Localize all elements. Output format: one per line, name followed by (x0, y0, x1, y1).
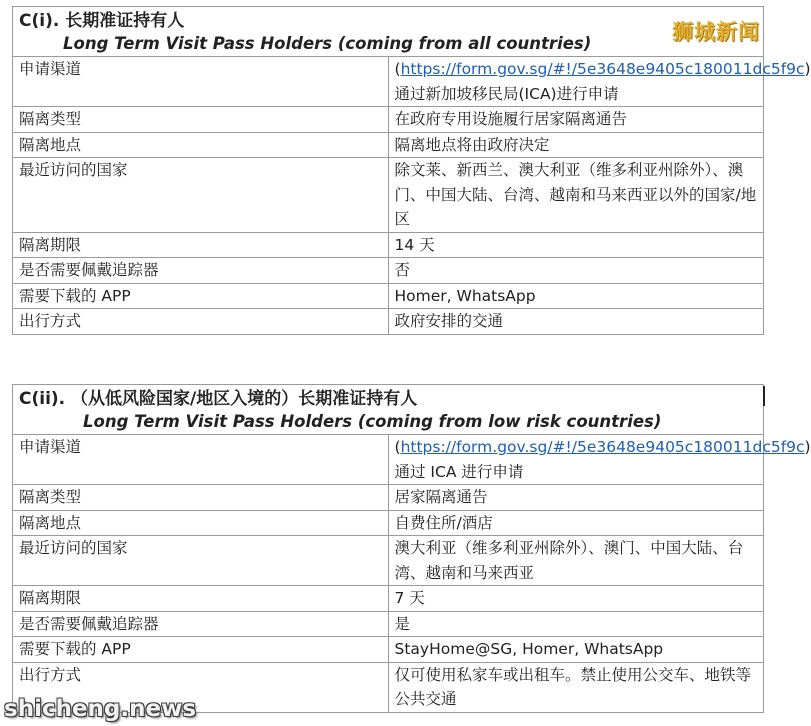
section-title: C(i). 长期准证持有人 (19, 11, 185, 31)
watermark-site-text: shicheng.news (4, 696, 197, 722)
row-value-text: 通过新加坡移民局(ICA)进行申请 (394, 84, 619, 103)
row-value: 自费住所/酒店 (388, 510, 764, 536)
section-long-term-all-countries (12, 6, 811, 335)
row-label: 出行方式 (13, 309, 389, 335)
table-row (13, 611, 764, 637)
row-value: 14 天 (388, 232, 764, 258)
table-row (13, 132, 764, 158)
row-value-text: 通过 ICA 进行申请 (394, 462, 524, 481)
row-value: 澳大利亚（维多利亚州除外）、澳门、中国大陆、台湾、越南和马来西亚 (388, 536, 764, 586)
row-label: 是否需要佩戴追踪器 (13, 258, 389, 284)
row-label: 隔离期限 (13, 232, 389, 258)
section-subtitle: Long Term Visit Pass Holders (coming from all countries) (63, 34, 592, 53)
row-label: 申请渠道 (13, 57, 389, 107)
table-row (13, 232, 764, 258)
table-row (13, 283, 764, 309)
table-header (13, 385, 764, 435)
application-link[interactable]: https://form.gov.sg/#!/5e3648e9405c180011dc5f9c (400, 60, 805, 78)
row-label: 隔离类型 (13, 485, 389, 511)
table-row (13, 158, 764, 233)
table-row (13, 57, 764, 107)
row-label: 隔离类型 (13, 107, 389, 133)
row-label: 需要下载的 APP (13, 283, 389, 309)
row-label: 需要下载的 APP (13, 637, 389, 663)
section-subtitle: Long Term Visit Pass Holders (coming from low risk countries) (83, 412, 662, 431)
watermark-logo-text: 狮城新闻 (672, 20, 760, 44)
row-value: 政府安排的交通 (388, 309, 764, 335)
table-row (13, 107, 764, 133)
table-row (13, 510, 764, 536)
row-value: 7 天 (388, 586, 764, 612)
table-row (13, 485, 764, 511)
row-value: 否 (388, 258, 764, 284)
table-row (13, 586, 764, 612)
row-label: 出行方式 (13, 662, 389, 712)
row-label: 是否需要佩戴追踪器 (13, 611, 389, 637)
table-header (13, 7, 764, 57)
row-value: StayHome@SG, Homer, WhatsApp (388, 637, 764, 663)
row-value: 仅可使用私家车或出租车。禁止使用公交车、地铁等公共交通 (388, 662, 764, 712)
row-value: 除文莱、新西兰、澳大利亚（维多利亚州除外）、澳门、中国大陆、台湾、越南和马来西亚以外的国家/地区 (388, 158, 764, 233)
info-table (12, 384, 811, 713)
row-label: 隔离地点 (13, 510, 389, 536)
table-row (13, 258, 764, 284)
text-cursor (763, 386, 765, 406)
row-label: 最近访问的国家 (13, 158, 389, 233)
row-value: 在政府专用设施履行居家隔离通告 (388, 107, 764, 133)
row-label: 隔离地点 (13, 132, 389, 158)
row-label: 隔离期限 (13, 586, 389, 612)
section-title: C(ii). （从低风险国家/地区入境的）长期准证持有人 (19, 389, 418, 409)
row-value: 隔离地点将由政府决定 (388, 132, 764, 158)
row-value: (https://form.gov.sg/#!/5e3648e9405c180011dc5f9c) 通过新加坡移民局(ICA)进行申请 (388, 57, 764, 107)
row-value: 是 (388, 611, 764, 637)
section-long-term-low-risk (12, 384, 811, 713)
row-label: 申请渠道 (13, 435, 389, 485)
application-link[interactable]: https://form.gov.sg/#!/5e3648e9405c180011dc5f9c (400, 438, 805, 456)
row-value: Homer, WhatsApp (388, 283, 764, 309)
row-value: (https://form.gov.sg/#!/5e3648e9405c180011dc5f9c) 通过 ICA 进行申请 (388, 435, 764, 485)
table-row (13, 637, 764, 663)
table-row (13, 536, 764, 586)
table-row (13, 309, 764, 335)
info-table (12, 6, 811, 335)
table-row (13, 435, 764, 485)
row-label: 最近访问的国家 (13, 536, 389, 586)
row-value: 居家隔离通告 (388, 485, 764, 511)
